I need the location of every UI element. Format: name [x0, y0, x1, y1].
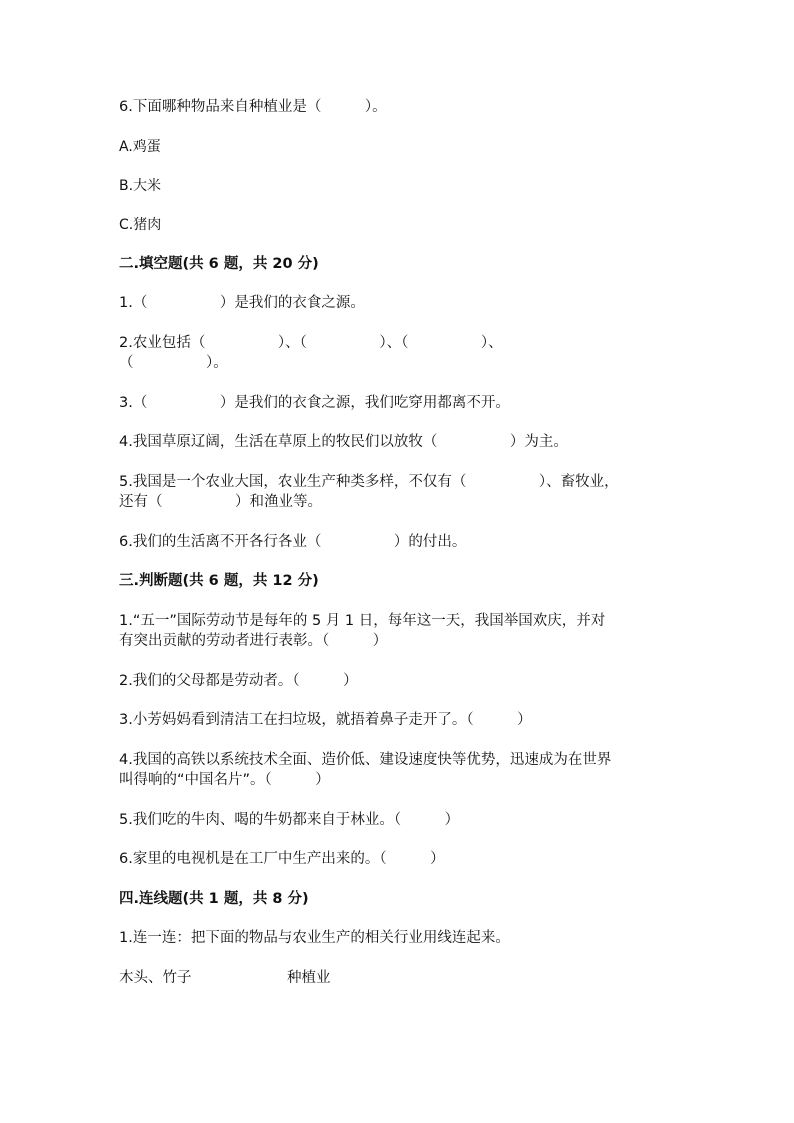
match-question-1: 1.连一连：把下面的物品与农业生产的相关行业用线连起来。 [119, 930, 510, 946]
fill-question-1: 1.（ ）是我们的衣食之源。 [119, 295, 365, 311]
fill-question-4: 4.我国草原辽阔，生活在草原上的牧民们以放牧（ ）为主。 [119, 434, 568, 450]
judge-question-2: 2.我们的父母都是劳动者。（ ） [119, 673, 358, 689]
fill-question-2-continued: （ ）。 [119, 355, 228, 371]
match-item-left: 木头、竹子 [119, 970, 192, 986]
judge-question-5: 5.我们吃的牛肉、喝的牛奶都来自于林业。（ ） [119, 812, 460, 828]
judge-question-3: 3.小芳妈妈看到清洁工在扫垃圾，就捂着鼻子走开了。（ ） [119, 712, 532, 728]
question-6-option-a: A.鸡蛋 [119, 139, 161, 155]
section-3-heading: 三.判断题(共 6 题，共 12 分) [119, 573, 319, 589]
fill-question-5-continued: 还有（ ）和渔业等。 [119, 494, 322, 510]
question-6-stem: 6.下面哪种物品来自种植业是（ ）。 [119, 99, 387, 115]
question-6-option-c: C.猪肉 [119, 217, 162, 233]
fill-question-2: 2.农业包括（ ）、（ ）、（ ）、 [119, 335, 503, 351]
judge-question-1-continued: 有突出贡献的劳动者进行表彰。（ ） [119, 633, 388, 649]
fill-question-5: 5.我国是一个农业大国，农业生产种类多样，不仅有（ ）、畜牧业， [119, 474, 619, 490]
judge-question-4: 4.我国的高铁以系统技术全面、造价低、建设速度快等优势，迅速成为在世界 [119, 752, 612, 768]
match-item-right: 种植业 [287, 970, 331, 986]
fill-question-6: 6.我们的生活离不开各行各业（ ）的付出。 [119, 534, 467, 550]
section-2-heading: 二.填空题(共 6 题，共 20 分) [119, 256, 319, 272]
fill-question-3: 3.（ ）是我们的衣食之源，我们吃穿用都离不开。 [119, 395, 510, 411]
judge-question-1: 1.“五一”国际劳动节是每年的 5 月 1 日，每年这一天，我国举国欢庆，并对 [119, 613, 606, 629]
question-6-option-b: B.大米 [119, 178, 162, 194]
judge-question-6: 6.家里的电视机是在工厂中生产出来的。（ ） [119, 851, 445, 867]
judge-question-4-continued: 叫得响的“中国名片”。（ ） [119, 772, 330, 788]
section-4-heading: 四.连线题(共 1 题，共 8 分) [119, 891, 309, 907]
